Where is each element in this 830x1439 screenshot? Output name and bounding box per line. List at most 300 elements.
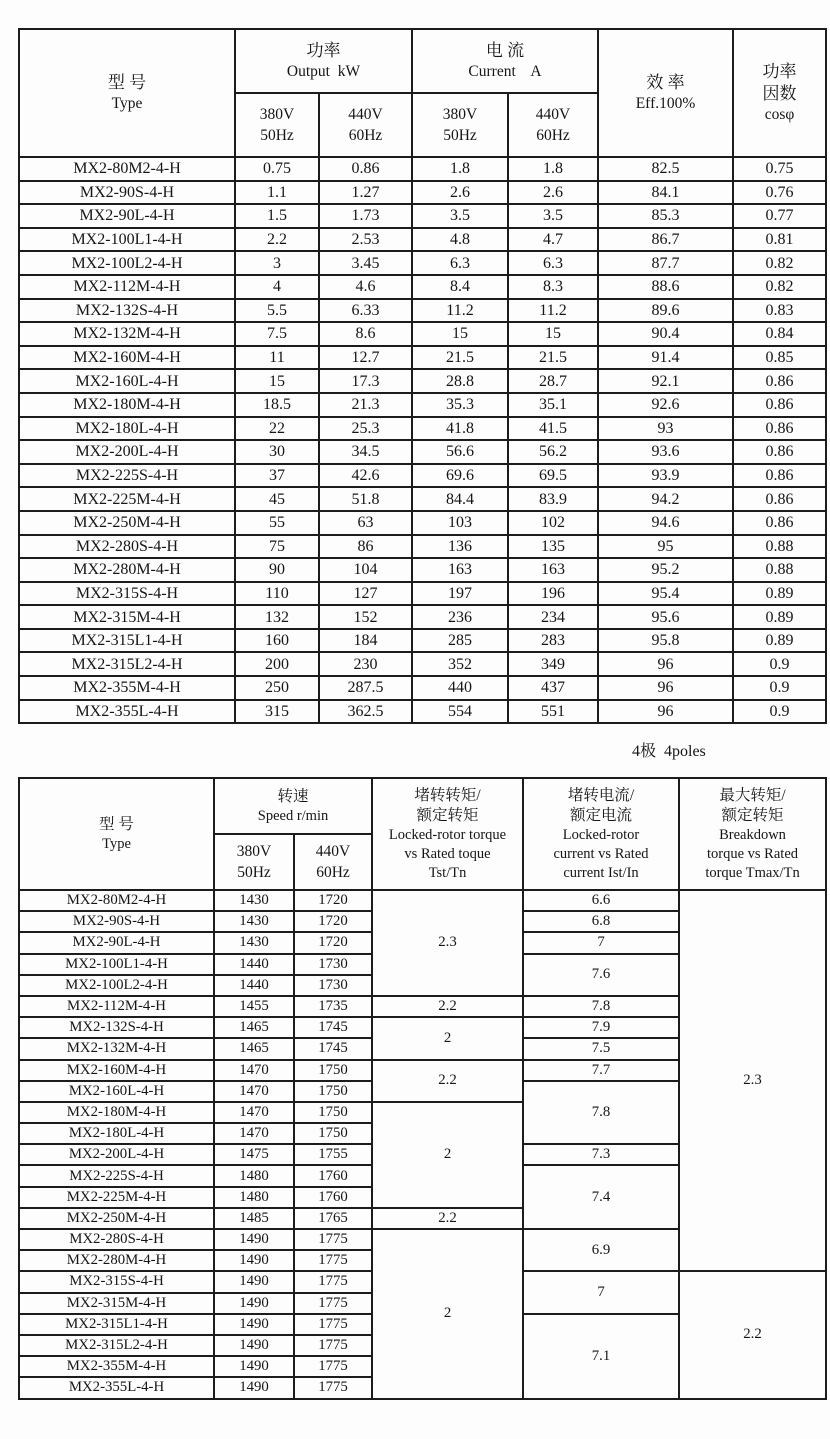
cell-output-440v: 1.73 (319, 204, 412, 228)
cell-output-440v: 86 (319, 535, 412, 559)
cell-type: MX2-315L1-4-H (19, 629, 235, 653)
output-current-table (18, 28, 827, 724)
cell-current-440v: 102 (508, 511, 598, 535)
cell-speed-380v: 1455 (214, 996, 294, 1017)
cell-locked-rotor-current: 6.6 (523, 890, 679, 911)
cell-type: MX2-160M-4-H (19, 346, 235, 370)
cell-current-440v: 234 (508, 605, 598, 629)
cell-output-440v: 63 (319, 511, 412, 535)
cell-locked-rotor-current: 7.1 (523, 1314, 679, 1399)
cell-efficiency: 96 (598, 676, 733, 700)
cell-current-380v: 35.3 (412, 393, 508, 417)
cell-current-440v: 196 (508, 582, 598, 606)
subheader-output-380v: 380V 50Hz (235, 93, 319, 157)
cell-speed-380v: 1490 (214, 1356, 294, 1377)
cell-current-440v: 83.9 (508, 487, 598, 511)
cell-speed-380v: 1480 (214, 1165, 294, 1186)
cell-powerfactor: 0.83 (733, 299, 826, 323)
cell-output-440v: 230 (319, 652, 412, 676)
cell-powerfactor: 0.84 (733, 322, 826, 346)
cell-output-440v: 152 (319, 605, 412, 629)
cell-current-440v: 551 (508, 700, 598, 724)
table-row (19, 417, 826, 441)
cell-powerfactor: 0.89 (733, 582, 826, 606)
cell-type: MX2-280M-4-H (19, 1250, 214, 1271)
type-label-zh: 型 号 (99, 815, 134, 833)
subheader-speed-440v: 440V 60Hz (294, 834, 372, 890)
cell-speed-380v: 1490 (214, 1377, 294, 1398)
cell-efficiency: 86.7 (598, 228, 733, 252)
cell-output-440v: 25.3 (319, 417, 412, 441)
cell-efficiency: 90.4 (598, 322, 733, 346)
cell-speed-380v: 1475 (214, 1144, 294, 1165)
cell-current-380v: 103 (412, 511, 508, 535)
col-header-output (235, 29, 412, 93)
cell-speed-380v: 1430 (214, 890, 294, 911)
cell-powerfactor: 0.81 (733, 228, 826, 252)
cell-output-380v: 22 (235, 417, 319, 441)
cell-type: MX2-200L-4-H (19, 1144, 214, 1165)
subheader-current-380v: 380V 50Hz (412, 93, 508, 157)
cell-output-380v: 110 (235, 582, 319, 606)
table-row (19, 440, 826, 464)
cell-current-380v: 41.8 (412, 417, 508, 441)
cell-output-380v: 132 (235, 605, 319, 629)
cell-efficiency: 92.6 (598, 393, 733, 417)
cell-output-380v: 315 (235, 700, 319, 724)
cell-output-380v: 55 (235, 511, 319, 535)
cell-type: MX2-180L-4-H (19, 417, 235, 441)
cell-efficiency: 87.7 (598, 251, 733, 275)
cell-type: MX2-90S-4-H (19, 911, 214, 932)
cell-output-380v: 18.5 (235, 393, 319, 417)
speed-label-zh: 转速 (277, 787, 309, 805)
cell-type: MX2-132S-4-H (19, 299, 235, 323)
cell-speed-380v: 1470 (214, 1081, 294, 1102)
cell-type: MX2-250M-4-H (19, 1208, 214, 1229)
cell-current-380v: 352 (412, 652, 508, 676)
cell-type: MX2-280M-4-H (19, 558, 235, 582)
cell-locked-rotor-torque: 2.2 (372, 1060, 523, 1102)
cell-current-380v: 28.8 (412, 369, 508, 393)
cell-efficiency: 93.9 (598, 464, 733, 488)
cell-type: MX2-180M-4-H (19, 393, 235, 417)
table-row (19, 251, 826, 275)
cell-powerfactor: 0.86 (733, 464, 826, 488)
cell-current-440v: 41.5 (508, 417, 598, 441)
cell-current-380v: 8.4 (412, 275, 508, 299)
cell-speed-440v: 1760 (294, 1187, 372, 1208)
table-row (19, 487, 826, 511)
cell-type: MX2-180M-4-H (19, 1102, 214, 1123)
powerfactor-label-zh2: 因数 (762, 84, 797, 103)
cell-output-440v: 104 (319, 558, 412, 582)
cell-type: MX2-100L1-4-H (19, 954, 214, 975)
cell-speed-380v: 1490 (214, 1250, 294, 1271)
cell-current-440v: 8.3 (508, 275, 598, 299)
cell-speed-440v: 1720 (294, 911, 372, 932)
cell-type: MX2-200L-4-H (19, 440, 235, 464)
cell-type: MX2-355M-4-H (19, 676, 235, 700)
cell-locked-rotor-current: 7.9 (523, 1017, 679, 1038)
cell-type: MX2-160M-4-H (19, 1060, 214, 1081)
cell-type: MX2-132S-4-H (19, 1017, 214, 1038)
cell-type: MX2-355M-4-H (19, 1356, 214, 1377)
table-row (19, 275, 826, 299)
cell-output-380v: 5.5 (235, 299, 319, 323)
table-row (19, 582, 826, 606)
cell-speed-380v: 1470 (214, 1060, 294, 1081)
cell-type: MX2-80M2-4-H (19, 157, 235, 181)
cell-current-440v: 3.5 (508, 204, 598, 228)
cell-type: MX2-225S-4-H (19, 1165, 214, 1186)
poles-footnote: 4极 4poles (632, 743, 706, 760)
cell-type: MX2-80M2-4-H (19, 890, 214, 911)
cell-speed-380v: 1430 (214, 911, 294, 932)
cell-speed-440v: 1775 (294, 1250, 372, 1271)
cell-output-440v: 21.3 (319, 393, 412, 417)
cell-output-440v: 4.6 (319, 275, 412, 299)
cell-type: MX2-280S-4-H (19, 535, 235, 559)
subheader-output-440v: 440V 60Hz (319, 93, 412, 157)
col-header-locked-rotor-torque: 堵转转矩/ 额定转矩 Locked-rotor torque vs Rated toque Tst/Tn (372, 778, 523, 890)
cell-current-380v: 15 (412, 322, 508, 346)
cell-speed-440v: 1765 (294, 1208, 372, 1229)
col-header-efficiency (598, 29, 733, 157)
powerfactor-label-zh1: 功率 (762, 62, 797, 81)
cell-current-440v: 35.1 (508, 393, 598, 417)
cell-current-380v: 1.8 (412, 157, 508, 181)
cell-output-380v: 45 (235, 487, 319, 511)
cell-speed-440v: 1730 (294, 975, 372, 996)
cell-powerfactor: 0.88 (733, 535, 826, 559)
cell-type: MX2-315M-4-H (19, 1293, 214, 1314)
cell-speed-380v: 1470 (214, 1123, 294, 1144)
cell-current-440v: 11.2 (508, 299, 598, 323)
table-row (19, 181, 826, 205)
cell-type: MX2-315L2-4-H (19, 652, 235, 676)
cell-speed-440v: 1760 (294, 1165, 372, 1186)
col-header-speed (214, 778, 372, 834)
table-row (19, 369, 826, 393)
current-label-zh: 电 流 (485, 41, 525, 60)
cell-type: MX2-355L-4-H (19, 1377, 214, 1398)
cell-type: MX2-90S-4-H (19, 181, 235, 205)
output-label-en: Output kW (286, 63, 361, 80)
cell-current-380v: 3.5 (412, 204, 508, 228)
powerfactor-label-en: cosφ (764, 106, 795, 123)
cell-locked-rotor-torque: 2.2 (372, 996, 523, 1017)
cell-type: MX2-112M-4-H (19, 275, 235, 299)
cell-output-440v: 34.5 (319, 440, 412, 464)
cell-type: MX2-180L-4-H (19, 1123, 214, 1144)
cell-speed-380v: 1490 (214, 1335, 294, 1356)
cell-speed-440v: 1730 (294, 954, 372, 975)
cell-type: MX2-100L2-4-H (19, 251, 235, 275)
cell-speed-380v: 1440 (214, 975, 294, 996)
cell-type: MX2-250M-4-H (19, 511, 235, 535)
cell-current-380v: 136 (412, 535, 508, 559)
cell-speed-380v: 1490 (214, 1271, 294, 1292)
cell-speed-440v: 1720 (294, 932, 372, 953)
cell-speed-380v: 1485 (214, 1208, 294, 1229)
cell-output-380v: 3 (235, 251, 319, 275)
table-row (19, 676, 826, 700)
table-row (19, 346, 826, 370)
cell-speed-440v: 1750 (294, 1060, 372, 1081)
cell-efficiency: 95.2 (598, 558, 733, 582)
table-row (19, 535, 826, 559)
cell-type: MX2-225M-4-H (19, 1187, 214, 1208)
cell-current-380v: 4.8 (412, 228, 508, 252)
table-row (19, 322, 826, 346)
cell-type: MX2-315M-4-H (19, 605, 235, 629)
cell-output-440v: 362.5 (319, 700, 412, 724)
cell-current-380v: 21.5 (412, 346, 508, 370)
cell-output-440v: 3.45 (319, 251, 412, 275)
table-row (19, 464, 826, 488)
cell-output-380v: 90 (235, 558, 319, 582)
cell-speed-440v: 1775 (294, 1356, 372, 1377)
cell-speed-380v: 1470 (214, 1102, 294, 1123)
cell-speed-440v: 1775 (294, 1293, 372, 1314)
cell-output-440v: 17.3 (319, 369, 412, 393)
cell-speed-440v: 1775 (294, 1229, 372, 1250)
cell-efficiency: 96 (598, 700, 733, 724)
cell-output-440v: 1.27 (319, 181, 412, 205)
cell-current-380v: 285 (412, 629, 508, 653)
table-row (19, 700, 826, 724)
cell-output-380v: 0.75 (235, 157, 319, 181)
subheader-speed-380v: 380V 50Hz (214, 834, 294, 890)
table-row (19, 299, 826, 323)
cell-output-440v: 42.6 (319, 464, 412, 488)
cell-output-380v: 2.2 (235, 228, 319, 252)
cell-current-380v: 69.6 (412, 464, 508, 488)
col-header-breakdown-torque: 最大转矩/ 额定转矩 Breakdown torque vs Rated torque Tmax/Tn (679, 778, 826, 890)
table-row (19, 890, 826, 911)
col-header-current (412, 29, 598, 93)
cell-efficiency: 95.4 (598, 582, 733, 606)
cell-speed-440v: 1775 (294, 1314, 372, 1335)
type-label-en: Type (111, 95, 143, 112)
type-label-zh: 型 号 (107, 73, 147, 92)
cell-output-380v: 1.5 (235, 204, 319, 228)
speed-label-en: Speed r/min (257, 807, 329, 824)
cell-powerfactor: 0.77 (733, 204, 826, 228)
cell-current-380v: 84.4 (412, 487, 508, 511)
cell-powerfactor: 0.82 (733, 251, 826, 275)
cell-type: MX2-225M-4-H (19, 487, 235, 511)
cell-current-380v: 440 (412, 676, 508, 700)
cell-locked-rotor-torque: 2.3 (372, 890, 523, 996)
cell-output-380v: 30 (235, 440, 319, 464)
cell-current-440v: 15 (508, 322, 598, 346)
cell-output-380v: 15 (235, 369, 319, 393)
cell-speed-440v: 1735 (294, 996, 372, 1017)
cell-current-380v: 11.2 (412, 299, 508, 323)
cell-current-440v: 283 (508, 629, 598, 653)
cell-type: MX2-225S-4-H (19, 464, 235, 488)
efficiency-label-en: Eff.100% (635, 95, 696, 112)
cell-locked-rotor-current: 7 (523, 1271, 679, 1313)
cell-output-440v: 127 (319, 582, 412, 606)
cell-output-380v: 1.1 (235, 181, 319, 205)
cell-powerfactor: 0.9 (733, 676, 826, 700)
cell-output-380v: 4 (235, 275, 319, 299)
cell-output-380v: 11 (235, 346, 319, 370)
table-row (19, 629, 826, 653)
cell-type: MX2-355L-4-H (19, 700, 235, 724)
table-row (19, 204, 826, 228)
cell-current-380v: 197 (412, 582, 508, 606)
cell-powerfactor: 0.86 (733, 440, 826, 464)
cell-locked-rotor-torque: 2.2 (372, 1208, 523, 1229)
cell-speed-440v: 1720 (294, 890, 372, 911)
cell-locked-rotor-current: 7.5 (523, 1038, 679, 1059)
cell-current-380v: 554 (412, 700, 508, 724)
table-row (19, 228, 826, 252)
cell-output-380v: 250 (235, 676, 319, 700)
cell-output-380v: 200 (235, 652, 319, 676)
cell-powerfactor: 0.86 (733, 511, 826, 535)
cell-speed-380v: 1480 (214, 1187, 294, 1208)
cell-type: MX2-315S-4-H (19, 582, 235, 606)
cell-type: MX2-315S-4-H (19, 1271, 214, 1292)
cell-locked-rotor-torque: 2 (372, 1017, 523, 1059)
cell-locked-rotor-current: 7.4 (523, 1165, 679, 1229)
col-header-type (19, 29, 235, 157)
cell-locked-rotor-current: 7.8 (523, 996, 679, 1017)
cell-current-440v: 4.7 (508, 228, 598, 252)
cell-output-380v: 7.5 (235, 322, 319, 346)
subheader-current-440v: 440V 60Hz (508, 93, 598, 157)
cell-efficiency: 95.8 (598, 629, 733, 653)
cell-speed-440v: 1750 (294, 1123, 372, 1144)
cell-locked-rotor-torque: 2 (372, 1102, 523, 1208)
col-header-type (19, 778, 214, 890)
cell-speed-440v: 1745 (294, 1017, 372, 1038)
cell-current-440v: 69.5 (508, 464, 598, 488)
table-row (19, 558, 826, 582)
cell-output-440v: 8.6 (319, 322, 412, 346)
cell-locked-rotor-current: 7.6 (523, 954, 679, 996)
cell-speed-380v: 1465 (214, 1017, 294, 1038)
cell-powerfactor: 0.89 (733, 605, 826, 629)
cell-current-440v: 2.6 (508, 181, 598, 205)
cell-current-380v: 6.3 (412, 251, 508, 275)
cell-powerfactor: 0.76 (733, 181, 826, 205)
cell-current-440v: 135 (508, 535, 598, 559)
cell-type: MX2-280S-4-H (19, 1229, 214, 1250)
cell-output-380v: 75 (235, 535, 319, 559)
cell-type: MX2-315L1-4-H (19, 1314, 214, 1335)
cell-efficiency: 82.5 (598, 157, 733, 181)
efficiency-label-zh: 效 率 (646, 73, 685, 92)
table-row (19, 511, 826, 535)
cell-powerfactor: 0.75 (733, 157, 826, 181)
table-row (19, 652, 826, 676)
cell-type: MX2-160L-4-H (19, 369, 235, 393)
table-row (19, 393, 826, 417)
cell-efficiency: 95 (598, 535, 733, 559)
cell-type: MX2-132M-4-H (19, 1038, 214, 1059)
cell-type: MX2-90L-4-H (19, 204, 235, 228)
cell-efficiency: 96 (598, 652, 733, 676)
cell-powerfactor: 0.86 (733, 369, 826, 393)
speed-torque-table (18, 777, 827, 1400)
cell-locked-rotor-torque: 2 (372, 1229, 523, 1399)
cell-efficiency: 93.6 (598, 440, 733, 464)
cell-powerfactor: 0.89 (733, 629, 826, 653)
cell-speed-440v: 1775 (294, 1377, 372, 1398)
col-header-powerfactor (733, 29, 826, 157)
cell-locked-rotor-current: 6.9 (523, 1229, 679, 1271)
cell-efficiency: 94.6 (598, 511, 733, 535)
cell-locked-rotor-current: 7 (523, 932, 679, 953)
cell-efficiency: 91.4 (598, 346, 733, 370)
cell-output-440v: 287.5 (319, 676, 412, 700)
cell-powerfactor: 0.86 (733, 393, 826, 417)
cell-type: MX2-100L1-4-H (19, 228, 235, 252)
cell-current-440v: 28.7 (508, 369, 598, 393)
cell-output-440v: 184 (319, 629, 412, 653)
cell-speed-440v: 1755 (294, 1144, 372, 1165)
cell-output-440v: 12.7 (319, 346, 412, 370)
cell-efficiency: 92.1 (598, 369, 733, 393)
cell-efficiency: 88.6 (598, 275, 733, 299)
cell-breakdown-torque: 2.3 (679, 890, 826, 1271)
cell-type: MX2-315L2-4-H (19, 1335, 214, 1356)
cell-speed-380v: 1465 (214, 1038, 294, 1059)
cell-speed-440v: 1750 (294, 1081, 372, 1102)
cell-speed-380v: 1430 (214, 932, 294, 953)
cell-speed-440v: 1745 (294, 1038, 372, 1059)
cell-type: MX2-132M-4-H (19, 322, 235, 346)
cell-speed-380v: 1490 (214, 1229, 294, 1250)
cell-current-380v: 2.6 (412, 181, 508, 205)
cell-type: MX2-100L2-4-H (19, 975, 214, 996)
cell-powerfactor: 0.82 (733, 275, 826, 299)
cell-output-380v: 160 (235, 629, 319, 653)
col-header-locked-rotor-current: 堵转电流/ 额定电流 Locked-rotor current vs Rated current Ist/In (523, 778, 679, 890)
cell-locked-rotor-current: 6.8 (523, 911, 679, 932)
cell-speed-440v: 1775 (294, 1335, 372, 1356)
cell-speed-380v: 1490 (214, 1314, 294, 1335)
cell-current-380v: 56.6 (412, 440, 508, 464)
table-row (19, 605, 826, 629)
cell-current-440v: 21.5 (508, 346, 598, 370)
cell-speed-440v: 1750 (294, 1102, 372, 1123)
output-label-zh: 功率 (306, 41, 341, 60)
cell-efficiency: 93 (598, 417, 733, 441)
table-row (19, 157, 826, 181)
cell-current-440v: 163 (508, 558, 598, 582)
cell-current-440v: 56.2 (508, 440, 598, 464)
cell-current-380v: 236 (412, 605, 508, 629)
cell-output-440v: 0.86 (319, 157, 412, 181)
cell-type: MX2-160L-4-H (19, 1081, 214, 1102)
cell-locked-rotor-current: 7.7 (523, 1060, 679, 1081)
cell-efficiency: 94.2 (598, 487, 733, 511)
cell-speed-440v: 1775 (294, 1271, 372, 1292)
cell-speed-380v: 1440 (214, 954, 294, 975)
current-label-en: Current A (468, 63, 542, 80)
cell-powerfactor: 0.9 (733, 652, 826, 676)
cell-powerfactor: 0.86 (733, 487, 826, 511)
cell-breakdown-torque: 2.2 (679, 1271, 826, 1398)
cell-powerfactor: 0.85 (733, 346, 826, 370)
